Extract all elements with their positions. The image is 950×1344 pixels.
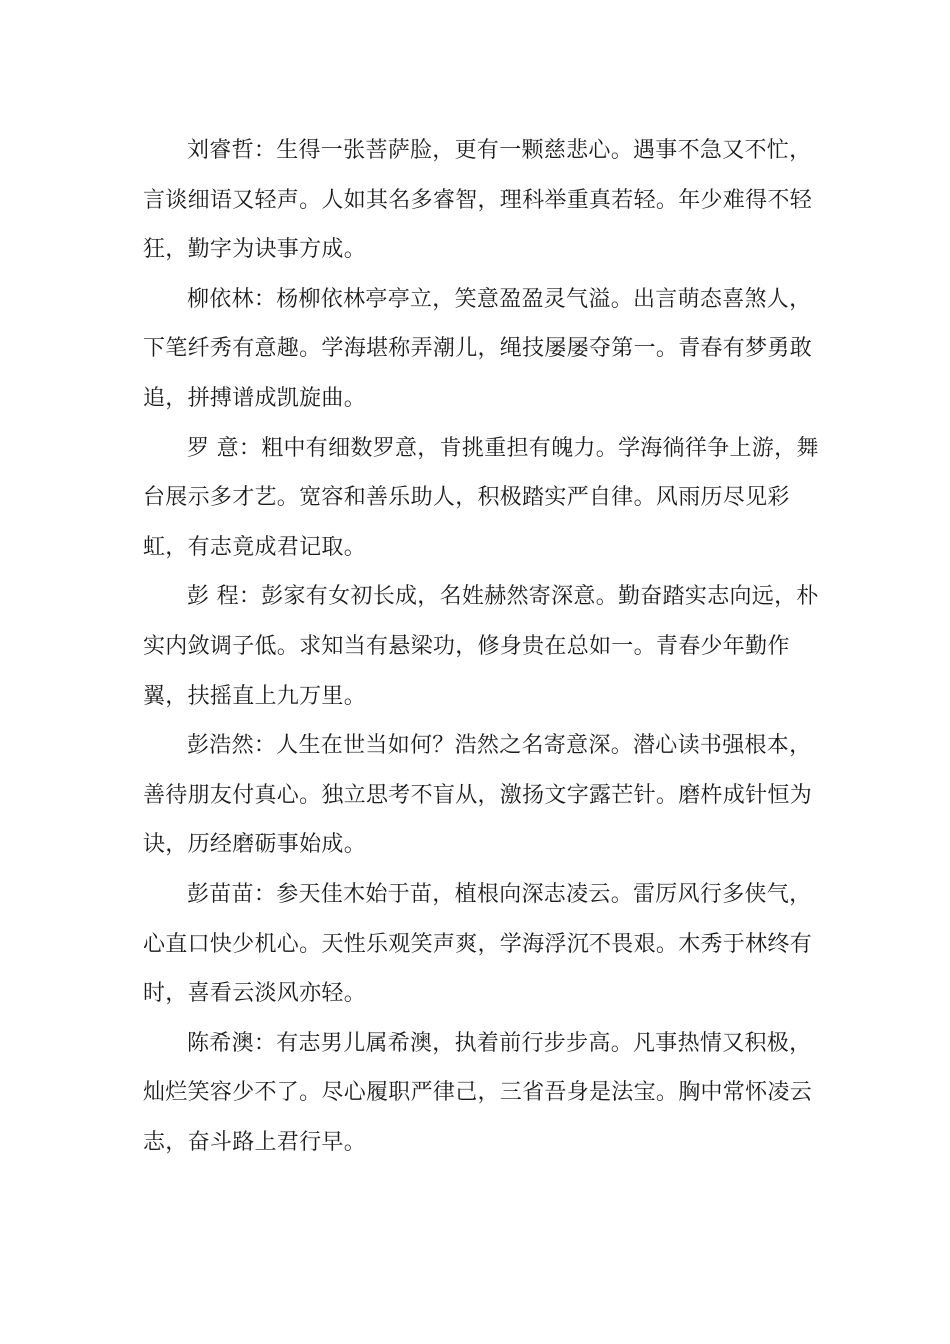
paragraph-liu-yilin: 柳依林：杨柳依林亭亭立，笑意盈盈灵气溢。出言萌态喜煞人，下笔纤秀有意趣。学海堪称弄潮儿，绳技屡屡夺第一。青春有梦勇敢追，拼搏谱成凯旋曲。 <box>143 286 813 411</box>
paragraph-peng-haoran: 彭浩然：人生在世当如何？浩然之名寄意深。潜心读书强根本，善待朋友付真心。独立思考不盲从，激扬文字露芒针。磨杵成针恒为诀，历经磨砺事始成。 <box>143 733 813 858</box>
paragraph-peng-miaomiao: 彭苗苗：参天佳木始于苗，植根向深志凌云。雷厉风行多侠气，心直口快少机心。天性乐观笑声爽，学海浮沉不畏艰。木秀于林终有时，喜看云淡风亦轻。 <box>143 881 813 1007</box>
paragraph-chen-xiao: 陈希澳：有志男儿属希澳，执着前行步步高。凡事热情又积极，灿烂笑容少不了。尽心履职严律己，三省吾身是法宝。胸中常怀凌云志，奋斗路上君行早。 <box>143 1030 813 1155</box>
paragraph-liu-ruizhe: 刘睿哲：生得一张菩萨脸，更有一颗慈悲心。遇事不急又不忙，言谈细语又轻声。人如其名多睿智，理科举重真若轻。年少难得不轻狂，勤字为诀事方成。 <box>143 138 813 263</box>
paragraph-peng-cheng: 彭 程：彭家有女初长成，名姓赫然寄深意。勤奋踏实志向远，朴实内敛调子低。求知当有悬梁功，修身贵在总如一。青春少年勤作翼，扶摇直上九万里。 <box>143 584 819 709</box>
document-body <box>143 126 833 1167</box>
paragraph-luo-yi: 罗 意：粗中有细数罗意，肯挑重担有魄力。学海徜徉争上游，舞台展示多才艺。宽容和善乐助人，积极踏实严自律。风雨历尽见彩虹，有志竟成君记取。 <box>143 435 819 560</box>
